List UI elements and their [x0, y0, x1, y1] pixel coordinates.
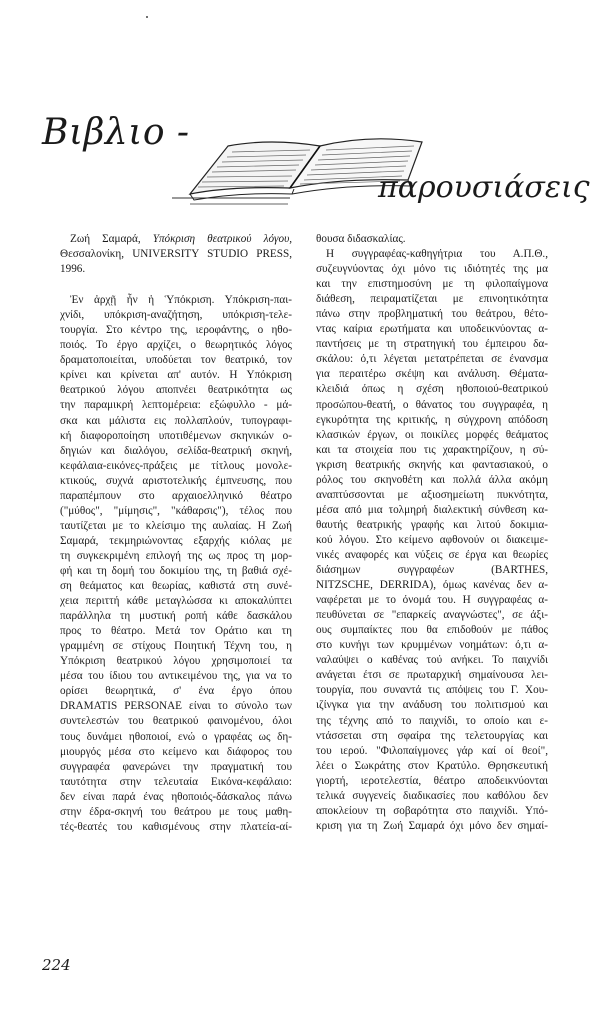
- text-line: ντάσσεται στη σφαίρα της τελετουργίας και: [316, 729, 548, 742]
- text-line: ντας καίρια ερωτήματα και υποδεικνύοντας α-: [316, 323, 548, 336]
- text-line: στην έδρα-σκηνή του θεάτρου με τους μαθη-: [60, 805, 292, 818]
- text-line: σκάλου: ό,τι λέγεται μετατρέπεται σε ένανσμα: [316, 353, 548, 366]
- text-line: ορίσει θεωρητικά, σ' ένα έργο όπου: [60, 685, 292, 698]
- text-line: ταυτίζεται με το κλείσιμο της αυλαίας. Η Ζωή: [60, 519, 292, 532]
- text-line: στο κυνήγι των κρυμμένων νοημάτων: ό,τι α-: [316, 639, 548, 652]
- text-line: προς το θέατρο. Μετά τον Οράτιο και τη: [60, 625, 292, 638]
- text-line: συντελεστών του θεατρικού φαινομένου, όλοι: [60, 715, 292, 728]
- text-line: για περαιτέρω σκέψη και ανάλυση. Θέματα-: [316, 368, 548, 381]
- text-line: κλειδιά όπως η σχέση ηθοποιού-θεατρικού: [316, 383, 548, 396]
- text-line: χεια περιττή κάθε μεταγλώσσα κι αποκαλύπτει: [60, 595, 292, 608]
- text-line: πευθύνεται σε "επαρκείς αναγνώστες", σε άξι-: [316, 609, 548, 622]
- text-line: και τα στοιχεία που τις χαρακτηρίζουν, η σύ-: [316, 443, 548, 456]
- text-line: ιζίνγκα για την ανάδυση του πολιτισμού και: [316, 699, 548, 712]
- right-column-text: [316, 232, 548, 834]
- text-line: συγγραφέα φανερώνει την πραγματική του: [60, 760, 292, 773]
- text-line: εγκυρότητα της κριτικής, η σύγχρονη απόδοση: [316, 413, 548, 426]
- text-line: NITZSCHE, DERRIDA), όμως κανένας δεν α-: [316, 579, 548, 592]
- text-line: διάσημων συγγραφέων (BARTHES,: [316, 564, 548, 577]
- text-line: λέει ο Σωκράτης στον Κρατύλο. Θρησκευτική: [316, 759, 548, 772]
- text-line: μέσα του ίδιου του αντικειμένου της, για να το: [60, 670, 292, 683]
- text-line: κριση για τη Ζωή Σαμαρά όχι μόνο δεν σημαί-: [316, 819, 548, 832]
- right-column: [316, 232, 548, 834]
- text-line: θουσα διδασκαλίας.: [316, 233, 406, 245]
- text-line: και την επιστημοσύνη με τη φιλοπαίγμονα: [316, 278, 548, 291]
- text-line: ους συμπαίκτες που θα επιδοθούν με πάθος: [316, 624, 548, 637]
- text-line: σκα και μάλιστα εις πολλαπλούν, τυπογραφι-: [60, 414, 292, 427]
- text-line: ανάγεται έτσι σε πρωταρχική σημαίνουσα λει-: [316, 669, 548, 682]
- text-line: παντήσεις με τη στρατηγική του έμπειρου δα-: [316, 338, 548, 351]
- text-line: τουργία, που συναντά τις απόψεις του Γ. Χου-: [316, 684, 548, 697]
- bibliographic-entry: [60, 232, 292, 277]
- text-line: ναφέρεται με το όνομά του. Η συγγραφέας α-: [316, 594, 548, 607]
- text-line: ναλαύψει ο καθένας τού ανήκει. Το παιχνίδι: [316, 654, 548, 667]
- text-line: ρόλος του σκηνοθέτη και πολλά άλλα ακόμη: [316, 473, 548, 486]
- text-line: ("μύθος", "μίμησις", "κάθαρσις"), τέλος που: [60, 504, 292, 517]
- text-line: κεφάλαια-εικόνες-πράξεις με τίτλους μονολε-: [60, 459, 292, 472]
- text-line: του ιερού. "Φιλοπαίγμονες γάρ καί οί θεοί",: [316, 744, 548, 757]
- text-line: αναπτύσσονται με αξιοσημείωτη πυκνότητα,: [316, 488, 548, 501]
- section-title-left: Βιβλιο -: [42, 112, 190, 153]
- page-number: 224: [42, 956, 71, 974]
- text-line: DRAMATIS PERSONAE είναι το σύνολο των: [60, 700, 292, 713]
- text-line: χνίδι, υπόκριση-αναζήτηση, υπόκριση-τελε-: [60, 309, 292, 322]
- text-line: Η συγγραφέας-καθηγήτρια του Α.Π.Θ.,: [326, 248, 548, 261]
- left-column-text: [60, 293, 292, 835]
- text-line: ταυτότητα στην τελευταία Εικόνα-κεφάλαιο:: [60, 775, 292, 788]
- left-column: [60, 232, 292, 835]
- text-line: δηγιών και διαλόγου, σελίδα-θεατρική σκηνή,: [60, 444, 292, 457]
- text-line: νικές αναφορές και νύξεις σε έργα και θεωρίες: [316, 548, 548, 561]
- text-line: πάνω στην προβληματική του θεάτρου, θέτο-: [316, 308, 548, 321]
- text-line: γιορτή, ιεροτελεστία, θέατρο αποδεικνύονται: [316, 774, 548, 787]
- text-line: της τέχνης από το παιχνίδι, το οποίο και ε-: [316, 714, 548, 727]
- text-line: συζευγνύοντας όχι μόνο τις ιδιότητές της μα: [316, 263, 548, 276]
- text-line: θεατρικού λόγου αποπνέει θεατρικότητα ως: [60, 384, 292, 397]
- text-line: τους δυνάμει ηθοποιοί, ενώ ο γραφέας ως δη-: [60, 730, 292, 743]
- book-author: Ζωή Σαμαρά,: [70, 233, 141, 245]
- text-line: φή και τη δομή του δοκιμίου της, τη βαθιά σχέ-: [60, 564, 292, 577]
- text-line: αποκλείουν τη σοβαρότητα στο παιχνίδι. Υπό-: [316, 804, 548, 817]
- text-line: κή διαφοροποίηση υποτιθέμενων σκηνικών ο-: [60, 429, 292, 442]
- text-line: τουργία. Στο κέντρο της, ιεροφάντης, ο ηθο-: [60, 324, 292, 337]
- text-line: Ἐν ἀρχῇ ἦν ἡ Ὑπόκριση. Υπόκριση-παι-: [70, 294, 292, 307]
- text-line: την παραμικρή λεπτομέρεια: εξώφυλλο - μά-: [60, 399, 292, 412]
- text-line: ση θεάματος και θεωρίας, καθιστά στη συνέ-: [60, 580, 292, 593]
- text-line: Υπόκριση θεατρικού λόγου χρησιμοποιεί τα: [60, 655, 292, 668]
- text-line: διάθεση, πειραματίζεται με επινοητικότητα: [316, 293, 548, 306]
- text-line: κού λόγου. Στο κείμενο αφθονούν οι διακειμε-: [316, 533, 548, 546]
- text-line: κτικούς, συχνά αριστοτελικής έμπνευσης, που: [60, 474, 292, 487]
- section-title-right: παρουσιάσεις: [378, 170, 590, 205]
- text-line: δεν είναι παρά ένας ηθοποιός-δάσκαλος πάνω: [60, 790, 292, 803]
- text-line: κρίνει και κρίνεται απ' αυτόν. Η Υπόκριση: [60, 369, 292, 382]
- text-line: παράλληλα τη μυστική ροπή κάθε δασκάλου: [60, 610, 292, 623]
- text-line: Σαμαρά, τεκμηριώνοντας εξαρχής κιόλας με: [60, 534, 292, 547]
- book-year: 1996.: [60, 263, 86, 276]
- speck: [146, 16, 148, 18]
- text-line: δραματοποιείται, υποδύεται τον θεατρικό, τον: [60, 354, 292, 367]
- book-title: Υπόκριση θεατρικού λόγου,: [152, 233, 292, 245]
- text-line: κλασικών έργων, οι ποικίλες μορφές θεάματος: [316, 428, 548, 441]
- text-line: τη συγκεκριμένη επιλογή της ως προς τη μορ-: [60, 549, 292, 562]
- text-line: γραμμένη σε στίχους Ποιητική Τέχνη του, η: [60, 640, 292, 653]
- text-line: μέσα από μια τολμηρή διαλεκτική σύνθεση κα-: [316, 503, 548, 516]
- text-line: θαυτής θεατρικής γραφής και λιτού δοκιμια-: [316, 518, 548, 531]
- book-publisher: Θεσσαλονίκη, UNIVERSITY STUDIO PRESS,: [60, 248, 292, 261]
- text-line: τελικά συγγενείς διαδικασίες που καθόλου δεν: [316, 789, 548, 802]
- text-line: προσώπου-θεατή, ο θάνατος του συγγραφέα, η: [316, 398, 548, 411]
- text-line: ποιός. Το έργο αρχίζει, ο θεωρητικός λόγος: [60, 339, 292, 352]
- text-line: γκριση θεατρικής σκηνής και φαντασιακού, ο: [316, 458, 548, 471]
- text-line: μιουργός μέσα στο κείμενο και διάφορος του: [60, 745, 292, 758]
- text-line: παραπέμπουν στο αρχαιοελληνικό θέατρο: [60, 489, 292, 502]
- text-line: τές-θεατές του καθισμένους στην πλατεία-αί-: [60, 820, 292, 833]
